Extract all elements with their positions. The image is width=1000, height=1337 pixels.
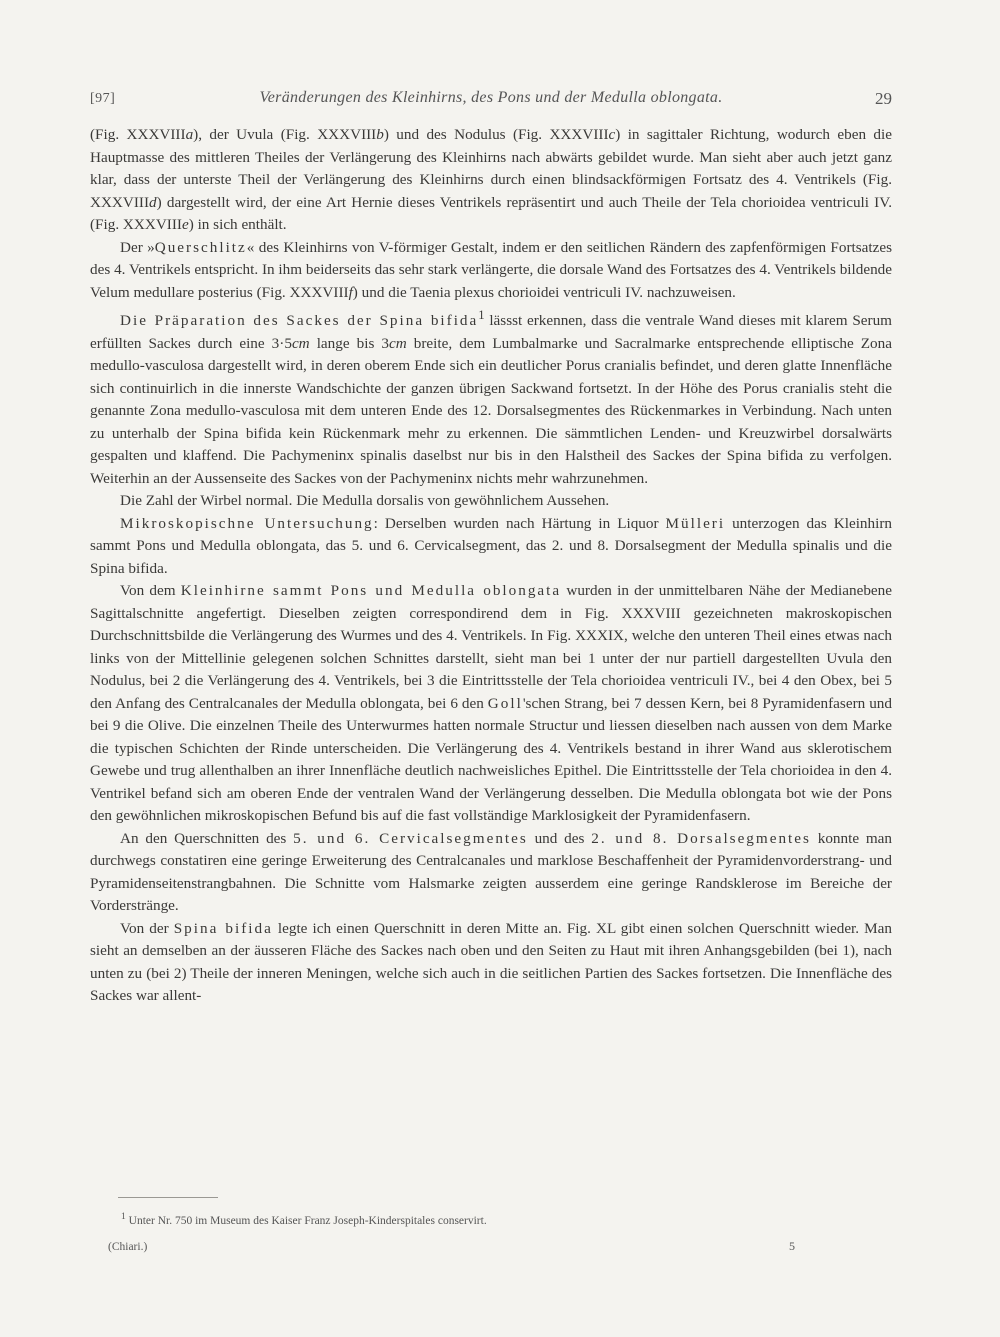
text-run: ) dargestellt wird, der eine Art Hernie dieses Ventrikels repräsentirt und auch Theile der Tela chorioidea ventriculi IV. (Fig. XXXVIII	[90, 193, 892, 233]
text-run: ), der Uvula (Fig. XXXVIII	[193, 126, 377, 143]
footnote-text: Unter Nr. 750 im Museum des Kaiser Franz Joseph-Kinderspitales conservirt.	[128, 1214, 487, 1227]
text-run: unterzogen das Kleinhirn sammt Pons und Medulla oblongata, das 5. und 6. Cervicalsegment, das 2. und 8. Dorsalsegment der Medulla spinalis und die Spina bifida.	[90, 514, 892, 577]
text-run: breite, dem Lumbalmarke und Sacralmarke entsprechende elliptische Zona medullo-vasculosa dargestellt wird, in deren oberem Ende sich ein deutlicher Porus cranialis befindet, und deren glatte Innenfläche sich continuirlich in die innerste Wandschichte der ganzen übrigen Sackwand fortsetzt. In der Höhe des Porus cranialis steht die genannte Zona medullo-vasculosa mit dem unteren Ende des 12. Dorsalsegmentes des Rückenmarkes in Verbindung. Nach unten zu unterhalb der Spina bifida kein Rückenmark mehr zu erkennen. Die sämmtlichen Lenden- und Kreuzwirbel dorsalwärts gespalten und klaffend. Die Pachymeninx spinalis daselbst nur bis in den Halstheil des Sackes der Spina bifida zu verfolgen. Weiterhin an der Aussenseite des Sackes von der Pachymeninx nichts mehr wahrzunehmen.	[90, 334, 892, 487]
text-run: ) und des Nodulus (Fig. XXXVIII	[383, 126, 609, 143]
text-run: legte ich einen Querschnitt in deren Mitte an. Fig. XL gibt einen solchen Querschnitt wieder. Man sieht an demselben an der äusseren Fläche des Sackes nach oben und den Seiten zu Haut mit ihren Anhangsgebilden (bei 1), nach unten zu (bei 2) Theile der inneren Meningen, welche sich auch in die seitlichen Partien des Sackes fortsetzen. Die Innenfläche des Sackes war allent-	[90, 919, 892, 1005]
text-run: f	[348, 283, 353, 301]
paragraph	[90, 304, 892, 490]
body-text	[90, 124, 892, 1008]
text-run: « des Kleinhirns von V-förmiger Gestalt, indem er den seitlichen Rändern des zapfenförmigen Fortsatzes des 4. Ventrikels entspricht. In ihm beiderseits das sehr stark verlängerte, die dorsale Wand des Fortsatzes des 4. Ventrikels bildende Velum medullare posterius (Fig. XXXVIII	[90, 238, 892, 301]
text-run: Kleinhirne sammt Pons und Medulla oblongata	[180, 582, 562, 600]
paragraph	[90, 828, 892, 918]
text-run: ) in sich enthält.	[188, 216, 287, 233]
text-run: a	[185, 126, 194, 143]
text-run: cm	[389, 334, 407, 352]
text-run: (Fig. XXXVIII	[90, 126, 186, 143]
text-run: 5. und 6. Cervicalsegmentes	[293, 829, 528, 847]
text-run: lange bis 3	[309, 334, 390, 352]
page-number: 29	[875, 89, 892, 108]
text-run: wurden in der unmittelbaren Nähe der Medianebene Sagittalschnitte angefertigt. Dieselben zeigten correspondirend dem in Fig. XXXVIII gezeichneten makroskopischen Durchschnittsbilde die Verlängerung des Wurmes und des 4. Ventrikels. In Fig. XXXIX, welche den unteren Theil eines etwas nach links von der Mittellinie gelegenen solchen Schnittes darstellt, sieht man bei 1 unter der nur partiell dargestellten Uvula den Nodulus, bei 2 die Verlängerung des 4. Ventrikels, bei 3 die Eintrittsstelle der Tela chorioidea ventriculi IV., bei 4 den Obex, bei 5 den Anfang des Centralcanales der Medulla oblongata, bei 6 den	[90, 582, 892, 712]
text-run: 'schen Strang, bei 7 dessen Kern, bei 8 Pyramidenfasern und bei 9 die Olive. Die einzelnen Theile des Unterwurmes hatten normale Structur und liessen dieselben nach aussen von dem Marke die typischen Schichten der Rinde unterscheiden. Die Verlängerung des 4. Ventrikels bestand in ihrer Wand aus sklerotischem Gewebe und trug allenthalben an ihrer Innenfläche deutlich nachweisliches Epithel. Die Eintrittsstelle der Tela chorioidea in den 4. Ventrikel befand sich am oberen Ende der ventralen Wand der Verlängerung desselben. Die Medulla oblongata bot wie der Pons den gewöhnlichen mikroskopischen Befund bis auf die fast vollständige Marklosigkeit der Pyramidenfasern.	[90, 694, 892, 825]
footnote-marker: 1	[121, 1211, 126, 1222]
text-run: Querschlitz	[154, 238, 247, 256]
text-run: c	[608, 126, 616, 143]
text-run: 2. und 8. Dorsalsegmentes	[591, 829, 811, 847]
running-header	[90, 89, 892, 111]
text-run: Mülleri	[665, 514, 726, 532]
paragraph	[90, 580, 892, 828]
text-run: : Derselben wurden nach Härtung in Liquor	[373, 514, 666, 532]
text-run: Die Zahl der Wirbel normal. Die Medulla dorsalis von gewöhnlichem Aussehen.	[120, 492, 610, 510]
text-run: Spina bifida	[173, 919, 273, 937]
running-title: Veränderungen des Kleinhirns, des Pons und der Medulla oblongata.	[259, 89, 723, 106]
footnote-reference: 1	[478, 308, 485, 322]
text-run: An den Querschnitten des	[120, 829, 294, 847]
text-run: Von der	[120, 919, 174, 937]
paragraph	[90, 124, 892, 237]
text-run: Mikroskopischne Untersuchung	[120, 514, 374, 532]
text-run: Die Präparation des Sackes der Spina bifida	[120, 312, 479, 330]
text-run: Von dem	[120, 582, 181, 600]
paragraph	[90, 490, 892, 513]
sheet-signature: 5	[789, 1239, 795, 1253]
text-run: Der »	[120, 238, 155, 256]
page-bracket-number: [97]	[90, 91, 116, 106]
text-run: Goll	[487, 694, 523, 712]
text-run: konnte man durchwegs constatiren eine geringe Erweiterung des Centralcanales und marklose Beschaffenheit der Pyramidenvorderstrang- und Pyramidenseitenstrangbahnen. Die Schnitte vom Halsmarke zeigten ausserdem eine geringe Randsklerose im Bereiche der Vorderstränge.	[90, 829, 893, 915]
text-run: ) und die Taenia plexus chorioidei ventriculi IV. nachzuweisen.	[352, 283, 736, 301]
text-run: cm	[291, 334, 310, 352]
paragraph	[90, 237, 892, 305]
text-run: e	[181, 216, 189, 233]
text-run: und des	[527, 829, 592, 847]
paragraph	[90, 513, 892, 581]
text-run: b	[376, 126, 384, 143]
author-signature: (Chiari.)	[108, 1241, 148, 1253]
text-run: ) in sagittaler Richtung, wodurch eben die Hauptmasse des mittleren Theiles der Verlängerung des Kleinhirns nach abwärts gebildet wurde. Man sieht aber auch jetzt ganz klar, dass der unterste Theil der Verlängerung des Kleinhirns durch einen blindsackförmigen Fortsatz des 4. Ventrikels (Fig. XXXVIII	[90, 126, 892, 211]
footnote-divider	[118, 1197, 218, 1198]
text-run: d	[149, 193, 157, 211]
text-run: lässst erkennen, dass die ventrale Wand dieses mit klarem Serum erfüllten Sackes durch eine 3·5	[90, 312, 892, 352]
footnote	[121, 1211, 821, 1227]
paragraph	[90, 918, 892, 1008]
